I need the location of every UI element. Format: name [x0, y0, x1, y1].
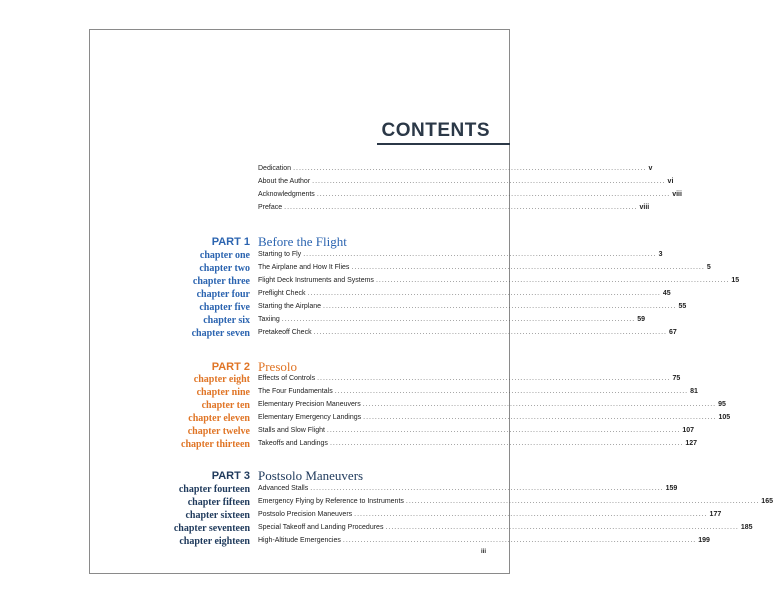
chapter-label: chapter fifteen: [187, 497, 250, 508]
entry-page: 177: [709, 511, 722, 518]
leader-dots: ........................................................................................................................: [405, 498, 760, 505]
entry-page: 5: [706, 264, 711, 271]
toc-entry[interactable]: [258, 264, 711, 276]
entry-page: vi: [667, 178, 674, 185]
chapter-label: chapter two: [199, 263, 250, 274]
toc-entry[interactable]: [258, 511, 722, 523]
toc-entry[interactable]: [258, 388, 698, 400]
leader-dots: ........................................................................................................................: [307, 290, 661, 297]
chapter-label: chapter one: [199, 250, 250, 261]
chapter-label: chapter three: [192, 276, 250, 287]
toc-entry[interactable]: [258, 485, 678, 497]
leader-dots: ........................................................................................................................: [312, 178, 666, 185]
entry-title: Effects of Controls: [258, 375, 316, 382]
chapter-label: chapter seven: [191, 328, 250, 339]
entry-title: Preflight Check: [258, 290, 306, 297]
entry-page: 3: [658, 251, 663, 258]
entry-title: The Four Fundamentals: [258, 388, 333, 395]
entry-page: viii: [639, 204, 650, 211]
entry-title: Stalls and Slow Flight: [258, 427, 325, 434]
entry-page: 45: [662, 290, 671, 297]
entry-title: Taxiing: [258, 316, 280, 323]
entry-title: Pretakeoff Check: [258, 329, 312, 336]
chapter-label: chapter five: [199, 302, 250, 313]
toc-entry[interactable]: [258, 524, 753, 536]
entry-page: 67: [668, 329, 677, 336]
entry-page: 59: [637, 316, 645, 323]
chapter-label: chapter eighteen: [179, 536, 250, 547]
chapter-label: chapter ten: [201, 400, 250, 411]
leader-dots: ........................................................................................................................: [323, 303, 677, 310]
toc-entry[interactable]: [258, 277, 740, 289]
entry-page: 185: [740, 524, 753, 531]
leader-dots: ........................................................................................................................: [284, 204, 638, 211]
entry-page: 159: [665, 485, 678, 492]
entry-title: Starting to Fly: [258, 251, 302, 258]
entry-title: High-Altitude Emergencies: [258, 537, 341, 544]
title-rule: [377, 143, 510, 145]
leader-dots: ........................................................................................................................: [351, 264, 705, 271]
leader-dots: ........................................................................................................................: [326, 427, 681, 434]
leader-dots: ........................................................................................................................: [310, 485, 664, 492]
chapter-label: chapter eight: [193, 374, 250, 385]
chapter-label: chapter thirteen: [181, 439, 250, 450]
entry-title: Advanced Stalls: [258, 485, 309, 492]
chapter-label: chapter fourteen: [178, 484, 250, 495]
entry-title: Acknowledgments: [258, 191, 315, 198]
entry-page: 15: [731, 277, 740, 284]
leader-dots: ........................................................................................................................: [303, 251, 657, 258]
toc-entry[interactable]: [258, 427, 694, 439]
toc-entry[interactable]: [258, 414, 731, 426]
part-title: Postsolo Maneuvers: [258, 468, 364, 483]
leader-dots: ........................................................................................................................: [363, 414, 717, 421]
toc-entry[interactable]: [258, 290, 671, 302]
toc-entry[interactable]: [258, 498, 773, 510]
entry-page: 81: [690, 388, 698, 395]
entry-page: 107: [682, 427, 694, 434]
part-label: PART 3: [211, 470, 250, 482]
entry-title: Postsolo Precision Maneuvers: [258, 511, 353, 518]
entry-title: Takeoffs and Landings: [258, 440, 328, 447]
contents-title: CONTENTS: [381, 120, 490, 141]
entry-title: Flight Deck Instruments and Systems: [258, 277, 374, 284]
part-label: PART 1: [211, 236, 250, 248]
chapter-label: chapter four: [196, 289, 250, 300]
entry-title: Elementary Precision Maneuvers: [258, 401, 361, 408]
leader-dots: ........................................................................................................................: [362, 401, 717, 408]
entry-page: v: [648, 165, 653, 172]
leader-dots: ........................................................................................................................: [313, 329, 667, 336]
toc-entry[interactable]: [258, 316, 645, 328]
leader-dots: ........................................................................................................................: [375, 277, 730, 284]
entry-page: 105: [718, 414, 731, 421]
leader-dots: ........................................................................................................................: [317, 375, 671, 382]
toc-entry[interactable]: [258, 440, 698, 452]
toc-entry[interactable]: [258, 401, 726, 413]
entry-page: 55: [678, 303, 687, 310]
toc-entry[interactable]: [258, 537, 710, 549]
toc-entry[interactable]: [258, 178, 674, 190]
entry-page: 95: [718, 401, 726, 408]
entry-page: 75: [672, 375, 681, 382]
leader-dots: ........................................................................................................................: [293, 165, 647, 172]
toc-entry[interactable]: [258, 165, 653, 177]
toc-entry[interactable]: [258, 251, 663, 263]
toc-entry[interactable]: [258, 329, 677, 341]
toc-entry[interactable]: [258, 191, 682, 203]
entry-title: Preface: [258, 204, 283, 211]
entry-page: 127: [685, 440, 698, 447]
toc-entry[interactable]: [258, 204, 650, 216]
chapter-label: chapter nine: [196, 387, 250, 398]
chapter-label: chapter sixteen: [185, 510, 250, 521]
toc-entry[interactable]: [258, 375, 681, 387]
part-title: Presolo: [258, 359, 297, 374]
leader-dots: ........................................................................................................................: [316, 191, 671, 198]
entry-page: viii: [672, 191, 682, 198]
entry-title: About the Author: [258, 178, 311, 185]
leader-dots: ........................................................................................................................: [329, 440, 684, 447]
entry-title: The Airplane and How It Flies: [258, 264, 350, 271]
page-number: iii: [480, 549, 486, 555]
entry-page: 165: [761, 498, 773, 505]
part-title: Before the Flight: [258, 234, 347, 249]
leader-dots: ........................................................................................................................: [385, 524, 739, 531]
chapter-label: chapter twelve: [187, 426, 250, 437]
chapter-label: chapter six: [203, 315, 250, 326]
entry-title: Elementary Emergency Landings: [258, 414, 362, 421]
leader-dots: ........................................................................................................................: [281, 316, 636, 323]
entry-title: Special Takeoff and Landing Procedures: [258, 524, 384, 531]
leader-dots: ........................................................................................................................: [354, 511, 708, 518]
entry-title: Starting the Airplane: [258, 303, 322, 310]
chapter-label: chapter eleven: [188, 413, 250, 424]
leader-dots: ........................................................................................................................: [342, 537, 697, 544]
entry-page: 199: [698, 537, 710, 544]
chapter-label: chapter seventeen: [173, 523, 250, 534]
entry-title: Emergency Flying by Reference to Instruments: [258, 498, 404, 505]
part-label: PART 2: [211, 361, 250, 373]
toc-entry[interactable]: [258, 303, 687, 315]
leader-dots: ........................................................................................................................: [334, 388, 689, 395]
entry-title: Dedication: [258, 165, 292, 172]
